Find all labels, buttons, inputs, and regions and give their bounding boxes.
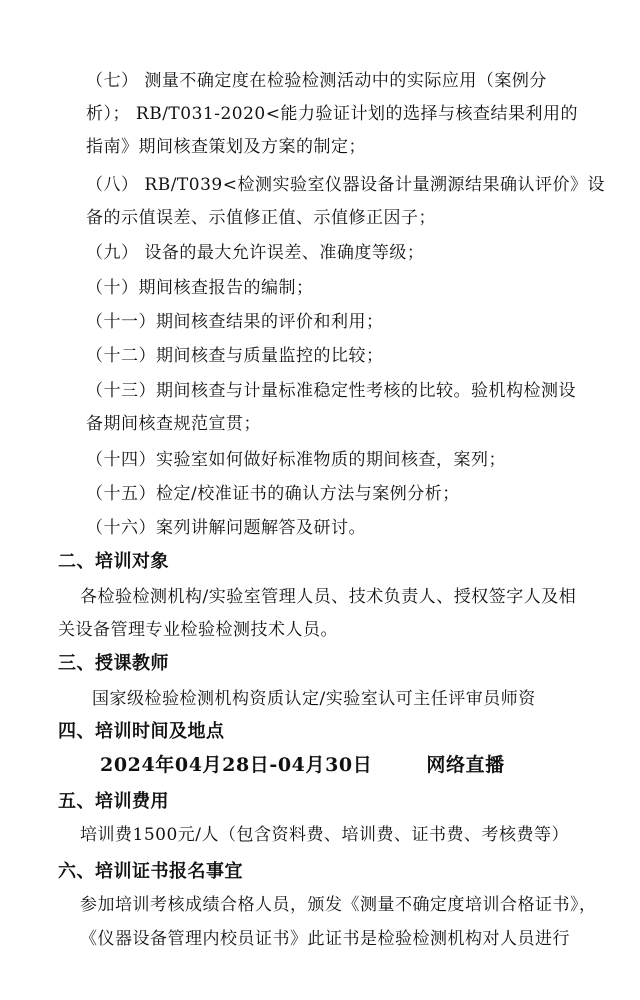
section-6-body-line-2: 《仪器设备管理内校员证书》此证书是检验检测机构对人员进行: [80, 929, 570, 949]
item-12: （十二）期间核查与质量监控的比较；: [86, 346, 384, 366]
section-4-heading: 四、培训时间及地点: [58, 721, 225, 742]
item-7-line-3: 指南》期间核查策划及方案的制定；: [86, 137, 366, 157]
item-7-line-2: 析）； RB/T031-2020<能力验证计划的选择与核查结果利用的: [86, 104, 578, 124]
section-6-body-line-1: 参加培训考核成绩合格人员，颁发《测量不确定度培训合格证书》，: [80, 895, 597, 915]
item-10: （十）期间核查报告的编制；: [86, 278, 314, 298]
section-2-body-line-2: 关设备管理专业检验检测技术人员。: [58, 620, 338, 640]
item-13-line-2: 备期间核查规范宣贯；: [86, 414, 261, 434]
section-3-body: 国家级检验检测机构资质认定/实验室认可主任评审员师资: [92, 689, 536, 709]
section-5-body: 培训费1500元/人（包含资料费、培训费、证书费、考核费等）: [80, 825, 569, 845]
item-9: （九） 设备的最大允许误差、准确度等级；: [86, 243, 425, 263]
item-16: （十六）案列讲解问题解答及研讨。: [86, 518, 366, 538]
section-5-heading: 五、培训费用: [58, 791, 169, 812]
training-place: 网络直播: [426, 754, 505, 776]
section-6-heading: 六、培训证书报名事宜: [58, 861, 243, 882]
item-8-line-1: （八） RB/T039<检测实验室仪器设备计量溯源结果确认评价》设: [86, 175, 605, 195]
section-2-heading: 二、培训对象: [58, 551, 169, 572]
section-2-body-line-1: 各检验检测机构/实验室管理人员、技术负责人、授权签字人及相: [80, 587, 577, 607]
item-14: （十四）实验室如何做好标准物质的期间核查，案列；: [86, 450, 506, 470]
item-8-line-2: 备的示值误差、示值修正值、示值修正因子；: [86, 208, 436, 228]
item-13-line-1: （十三）期间核查与计量标准稳定性考核的比较。验机构检测设: [86, 381, 576, 401]
training-date: 2024年04月28日-04月30日: [100, 754, 373, 776]
item-15: （十五）检定/校准证书的确认方法与案例分析；: [86, 484, 460, 504]
item-7-line-1: （七） 测量不确定度在检验检测活动中的实际应用（案例分: [86, 71, 547, 91]
section-3-heading: 三、授课教师: [58, 653, 169, 674]
training-time-place: [100, 753, 505, 777]
item-11: （十一）期间核查结果的评价和利用；: [86, 312, 384, 332]
